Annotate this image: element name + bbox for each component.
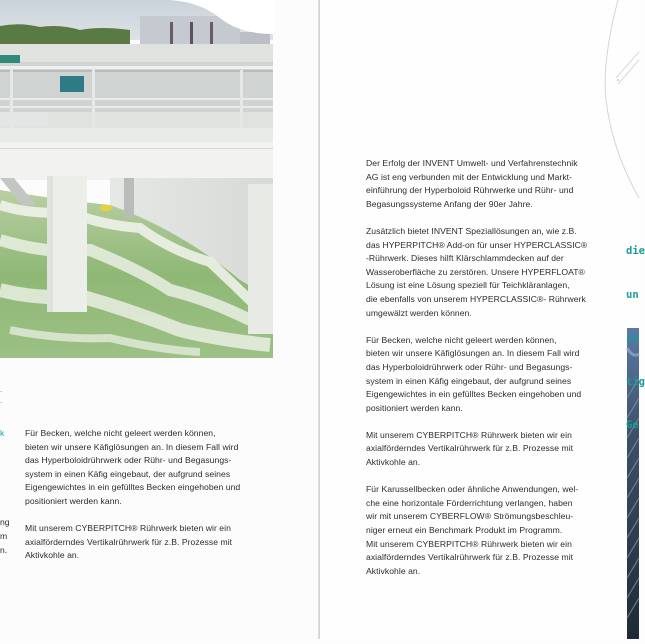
margin-fragment: k: [0, 428, 5, 438]
paragraph: Für Becken, welche nicht geleert werden können, bieten wir unsere Käfiglösungen an. In diesem Fall wird das Hyperboloidrührwerk oder Rühr- und Begasungs- system in einen Käfig eingebaut, der aufgrund seines Eigengewichtes in ein gefülltes Becken eingehoben und positioniert werden kann.: [366, 334, 582, 413]
margin-fragment: ng: [0, 517, 10, 527]
margin-fragment: .: [0, 395, 3, 405]
paragraph: Für Becken, welche nicht geleert werden können, bieten wir unsere Käfiglösungen an. In diesem Fall wird das Hyperboloidrührwerk oder Rühr- und Begasungs- system in einen Käfig eingebaut, der aufgrund seines Eigengewichtes in ein gefülltes Becken eingehoben und positioniert werden kann.: [25, 428, 241, 506]
heading-line: die: [626, 245, 645, 257]
paragraph: Zusätzlich bietet INVENT Speziallösungen an, wie z.B. das HYPERPITCH® Add-on für unser HYPERCLASSIC® -Rührwerk. Dieses hilft Klärschlammdecken auf der Wasseroberfläche zu zerstören. Unsere HYPERFLOAT® Lösung ist eine Lösung speziell für Teichkläranlagen, die ebenfalls von unserem HYPERCLASSIC®- Rührwerk umgewälzt werden können.: [366, 225, 588, 318]
margin-fragment: n.: [0, 545, 8, 555]
side-heading: [626, 215, 645, 447]
heading-line: Ge: [626, 419, 639, 431]
paragraph: Mit unserem CYBERPITCH® Rührwerk bieten wir ein axialförderndes Vertikalrührwerk für z.B. Prozesse mit Aktivkohle an.: [366, 429, 574, 468]
left-body-text: [25, 427, 275, 577]
heading-line: un: [626, 288, 639, 301]
paragraph: Für Karussellbecken oder ähnliche Anwendungen, wel- che eine horizontale Förderrichtung verlangen, haben wir mit unserem CYBERFLOW® Strömungsbeschleu- niger erneut ein Benchmark Produkt im Programm. Mit unserem CYBERPITCH® Rührwerk bieten wir ein axialförderndes Vertikalrührwerk für z.B. Prozesse mit Aktivkohle an.: [366, 484, 579, 576]
water-treatment-basin-photo: [0, 0, 273, 358]
paragraph: Der Erfolg der INVENT Umwelt- und Verfahrenstechnik AG ist eng verbunden mit der Entwicklung und Markt- einführung der Hyperboloid Rührwerke und Rühr- und Begasungssysteme Anfang der 90er Jahre.: [366, 158, 578, 209]
margin-fragment: m: [0, 531, 8, 541]
left-page: [0, 0, 319, 639]
paragraph: Mit unserem CYBERPITCH® Rührwerk bieten wir ein axialförderndes Vertikalrührwerk für z.B. Prozesse mit Aktivkohle an.: [25, 523, 233, 561]
margin-fragment: .: [0, 384, 3, 394]
heading-line: in: [626, 332, 639, 344]
right-body-text: [366, 157, 616, 592]
heading-line: tig: [626, 375, 645, 388]
page-fold-divider: [318, 0, 320, 639]
